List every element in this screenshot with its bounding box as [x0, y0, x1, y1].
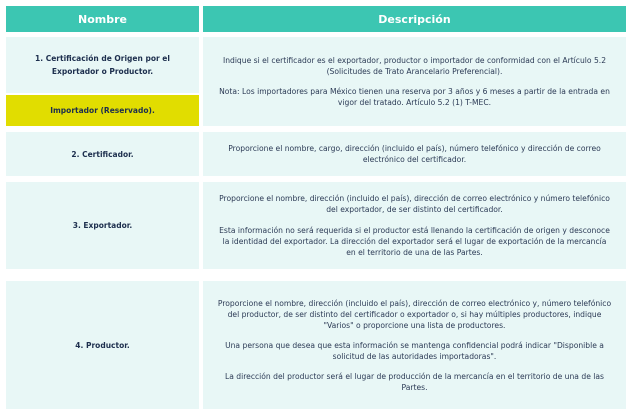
row-1-description — [203, 55, 626, 108]
row-2-description-cell — [203, 132, 626, 176]
row-2-description-paragraph: Proporcione el nombre, cargo, dirección (incluido el país), número telefónico y dirección de correo electrónico del certificador. — [228, 144, 601, 164]
row-1-importer-cell — [6, 95, 199, 126]
row-1-description-paragraph: Indique si el certificador es el exportador, productor o importador de conformidad con el Artículo 5.2 (Solicitudes de Trato Arancelario Preferencial). — [222, 56, 607, 76]
row-1-note-paragraph: Nota: Los importadores para México tienen una reserva por 3 años y 6 meses a partir de la entrada en vigor del tratado. Artículo 5.2 (1) T-MEC. — [219, 87, 610, 107]
row-4-description-paragraph-3: La dirección del productor será el lugar de producción de la mercancía en el territorio de una de las Partes. — [224, 371, 605, 392]
row-1-name: 1. Certificación de Origen por el Exportador o Productor. — [35, 54, 170, 76]
row-4-description — [203, 298, 626, 393]
row-3-name: 3. Exportador. — [72, 221, 133, 230]
row-4-description-paragraph-1: Proporcione el nombre, dirección (incluido el país), dirección de correo electrónico y, número telefónico del productor, de ser distinto del certificador o exportador o, si hay múltiples productores, indique "Varios" o proporcione una lista de productores. — [217, 298, 612, 330]
header-description: Descripción — [203, 6, 626, 32]
header-name: Nombre — [6, 6, 199, 32]
row-1-description-cell — [203, 37, 626, 126]
row-3-description-paragraph-2: Esta información no será requerida si el productor está llenando la certificación de origen y desconoce la identidad del exportador. La dirección del exportador será el lugar de exportación de la mercancía en el territorio de una de las Partes. — [219, 226, 610, 257]
row-4-name-cell — [6, 281, 199, 409]
row-3-description-paragraph-1: Proporcione el nombre, dirección (incluido el país), dirección de correo electrónico y número telefónico del exportador, de ser distinto del certificador. — [219, 194, 610, 214]
row-4-description-paragraph-2: Una persona que desea que esta información se mantenga confidencial podrá indicar "Disponible a solicitud de las autoridades importadoras". — [225, 340, 604, 361]
row-3-name-cell — [6, 182, 199, 269]
row-4-description-cell — [203, 281, 626, 409]
row-1-importer-reserved: Importador (Reservado). — [50, 106, 155, 115]
row-1-name-cell — [6, 37, 199, 93]
row-4-name: 4. Productor. — [75, 340, 130, 350]
row-3-description — [203, 193, 626, 258]
row-2-name-cell — [6, 132, 199, 176]
row-3-description-cell — [203, 182, 626, 269]
row-2-name: 2. Certificador. — [71, 149, 134, 159]
row-2-description — [203, 143, 626, 165]
